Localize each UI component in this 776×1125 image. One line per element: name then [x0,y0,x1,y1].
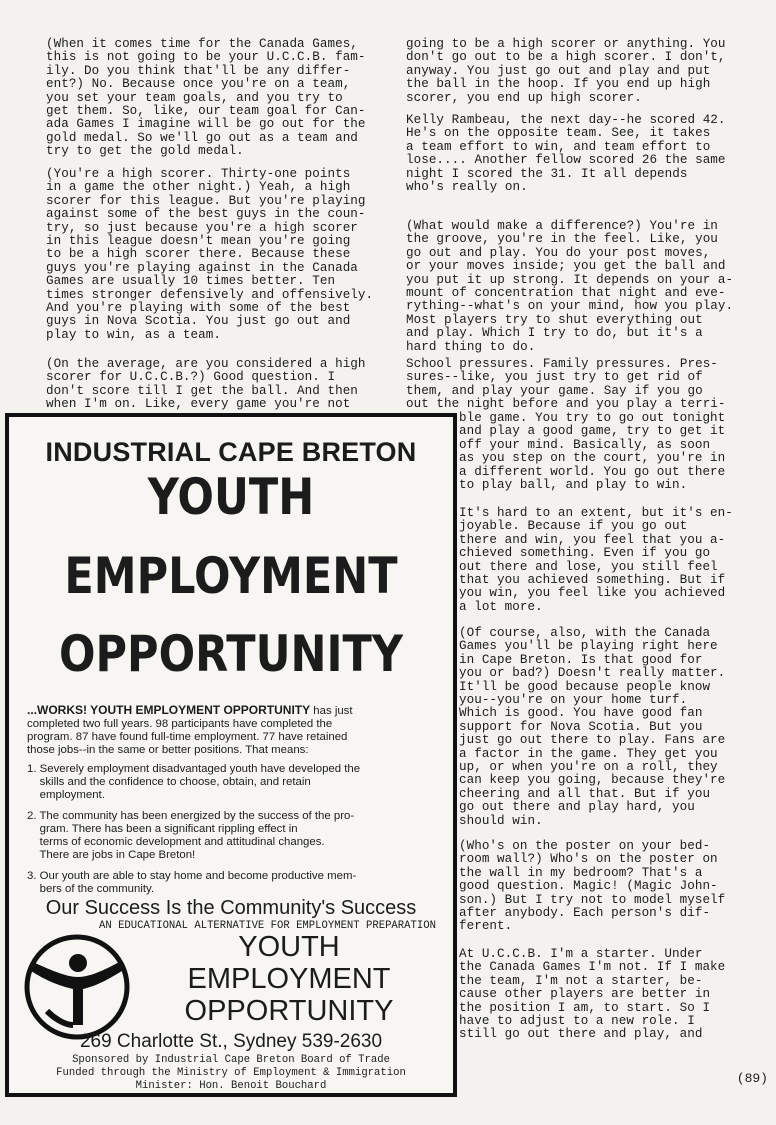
narrow-paragraph-1: ble game. You try to go out tonight and play a good game, try to get it off your mind. Basically, as soon as you step on the court, you're in a different world. You go out there to play ball, and play to win. [459,411,726,493]
ad-subslogan: AN EDUCATIONAL ALTERNATIVE FOR EMPLOYMENT PREPARATION [99,920,436,932]
narrow-paragraph-4: (Who's on the poster on your bed- room wall?) Who's on the poster on the wall in my bedroom? That's a good question. Magic! (Magic John- son.) But I try not to model myself after anybody. Each person's dif- ferent. [459,839,726,934]
ad-headline-employment: EMPLOYMENT [64,547,398,605]
right-paragraph-3: (What would make a difference?) You're in the groove, you're in the feel. Like, you go out and play. You do your post moves, or your moves inside; you get the ball and you put it up strong. It depends on your a- mount of concentration that night and eve- rything--what's on your mind, how you play. Most players try to shut everything out and play. Which I try to do, but it's a hard thing to do. [406,219,734,354]
ad-headline-opportunity: OPPORTUNITY [58,625,404,683]
left-paragraph-1: (When it comes time for the Canada Games, this is not going to be your U.C.C.B. fam- ily. Do you think that'll be any differ- ent?) No. Because once you're on a team, you set your team goals, and you try to get them. So, like, our team goal for Can- ada Games I imagine will be go out for the gold medal. So we'll go out as a team and try to get the gold medal. [46,37,366,159]
yeo-logo-icon [17,933,139,1041]
ad-contact: 269 Charlotte St., Sydney 539-2630 [79,1031,383,1052]
page-number: (89) [736,1071,768,1086]
ad-lead-bold: ...WORKS! YOUTH EMPLOYMENT OPPORTUNITY [27,703,311,717]
ad-logo-text-employment: EMPLOYMENT [187,963,391,995]
youth-employment-advertisement [5,413,457,1097]
narrow-paragraph-2: It's hard to an extent, but it's en- joyable. Because if you go out there and win, you feel that you a- chieved something. Even if you go out there and lose, you still feel that you achieved something. But if you win, you feel like you achieved a lot more. [459,506,733,614]
ad-sponsor-line-1: Sponsored by Industrial Cape Breton Board of Trade [72,1054,390,1066]
narrow-paragraph-3: (Of course, also, with the Canada Games you'll be playing right here in Cape Breton. Is that good for you or bad?) Doesn't really matter. It'll be good because people know you--you're on your home turf. Which is good. You have good fan support for Nova Scotia. But you just go out there to play. Fans are a factor in the game. They get you up, or when you're on a roll, they can keep you going, because they're cheering and all that. But if you go out there and play hard, you should win. [459,626,726,828]
ad-logo-text-opportunity: OPPORTUNITY [184,995,394,1027]
left-paragraph-3: (On the average, are you considered a high scorer for U.C.C.B.?) Good question. I don't score till I get the ball. And then when I'm on. Like, every game you're not [46,357,366,412]
ad-lead-text: has just completed two full years. 98 participants have completed the program. 87 have found full-time employment. 77 have retained those jobs--in the same or better positions. That means: [27,705,353,756]
right-paragraph-1: going to be a high scorer or anything. You don't go out to be a high scorer. I don't, anyway. You just go out and play and put the ball in the hoop. If you end up high scorer, you end up high scorer. [406,37,726,105]
ad-point-1: 1. Severely employment disadvantaged youth have developed the skills and the confidence to choose, obtain, and retain employment. [27,763,361,801]
ad-sponsor-line-3: Minister: Hon. Benoit Bouchard [135,1080,327,1092]
ad-point-2: 2. The community has been energized by the success of the pro- gram. There has been a significant rippling effect in terms of economic development and attitudinal changes. There are jobs in Cape Breton! [27,810,355,861]
left-paragraph-2: (You're a high scorer. Thirty-one points in a game the other night.) Yeah, a high scorer for this league. But you're playing against some of the best guys in the coun- try, so just because you're a high scorer in this league doesn't mean you're going to be a high scorer there. Because these guys you're playing against in the Canada Games are usually 10 times better. Ten times stronger defensively and offensively. And you're playing with some of the best guys in Nova Scotia. You just go out and play to win, as a team. [46,167,374,342]
ad-headline-youth: YOUTH [147,468,315,526]
right-paragraph-2: Kelly Rambeau, the next day--he scored 42. He's on the opposite team. See, it takes a team effort to win, and team effort to lose.... Another fellow scored 26 the same night I scored the 31. It all depends who's really on. [406,113,726,195]
ad-point-3: 3. Our youth are able to stay home and become productive mem- bers of the community. [27,870,357,895]
ad-logo-text-youth: YOUTH [238,931,340,963]
ad-slogan: Our Success Is the Community's Success [45,897,417,919]
ad-lead-paragraph [27,704,353,757]
narrow-paragraph-5: At U.C.C.B. I'm a starter. Under the Canada Games I'm not. If I make the team, I'm not a starter, be- cause other players are better in the position I am, to start. So I have to adjust to a new role. I still go out there and play, and [459,947,726,1042]
ad-sponsor-line-2: Funded through the Ministry of Employment & Immigration [56,1067,406,1079]
ad-org-title: INDUSTRIAL CAPE BRETON [45,437,417,467]
right-paragraph-4: School pressures. Family pressures. Pres- sures--like, you just try to get rid of them, and play your game. Say if you go out the night before and you play a terri- [406,357,726,412]
